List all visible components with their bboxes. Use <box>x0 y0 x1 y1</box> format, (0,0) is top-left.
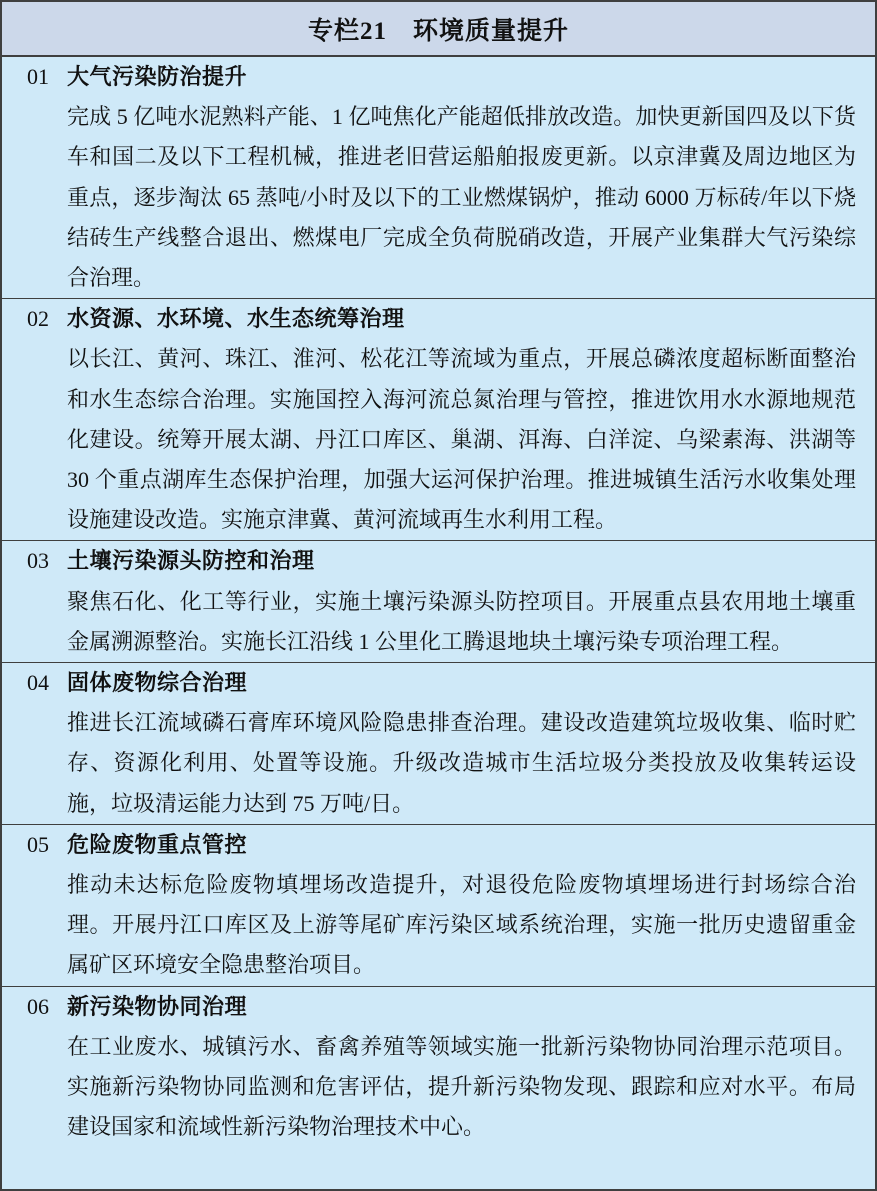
section-body: 完成 5 亿吨水泥熟料产能、1 亿吨焦化产能超低排放改造。加快更新国四及以下货车和国二及以下工程机械，推进老旧营运船舶报废更新。以京津冀及周边地区为重点，逐步淘汰 65 蒸吨/小时及以下的工业燃煤锅炉，推动 6000 万标砖/年以下烧结砖生产线整合退出、燃煤电厂完成全负荷脱硝改造，开展产业集群大气污染综合治理。 <box>67 104 856 291</box>
section-number: 03 <box>27 548 49 574</box>
section-number: 01 <box>27 64 49 89</box>
section-heading <box>2 987 875 1027</box>
section-heading <box>2 663 875 703</box>
section-title: 大气污染防治提升 <box>67 64 248 89</box>
panel-header <box>2 2 875 57</box>
section-number: 06 <box>27 993 49 1019</box>
section-soil <box>2 541 875 663</box>
section-heading <box>2 541 875 581</box>
section-title: 新污染物协同治理 <box>67 993 248 1019</box>
section-body: 推进长江流域磷石膏库环境风险隐患排查治理。建设改造建筑垃圾收集、临时贮存、资源化利用、处置等设施。升级改造城市生活垃圾分类投放及收集转运设施，垃圾清运能力达到 75 万吨/日。 <box>67 710 856 816</box>
section-title: 固体废物综合治理 <box>67 670 248 696</box>
section-number: 05 <box>27 831 49 857</box>
section-new-pollutants <box>2 987 875 1148</box>
panel-title: 专栏21 环境质量提升 <box>307 17 569 45</box>
section-title: 土壤污染源头防控和治理 <box>67 548 315 574</box>
section-number: 04 <box>27 670 49 696</box>
section-heading <box>2 299 875 339</box>
section-air-pollution <box>2 57 875 299</box>
section-title: 危险废物重点管控 <box>67 831 248 857</box>
section-hazardous-waste <box>2 825 875 987</box>
section-water <box>2 299 875 541</box>
section-title: 水资源、水环境、水生态统筹治理 <box>67 306 405 332</box>
section-body: 推动未达标危险废物填埋场改造提升，对退役危险废物填埋场进行封场综合治理。开展丹江口库区及上游等尾矿库污染区域系统治理，实施一批历史遗留重金属矿区环境安全隐患整治项目。 <box>67 872 856 978</box>
section-body: 以长江、黄河、珠江、淮河、松花江等流域为重点，开展总磷浓度超标断面整治和水生态综合治理。实施国控入海河流总氮治理与管控，推进饮用水水源地规范化建设。统筹开展太湖、丹江口库区、巢湖、洱海、白洋淀、乌梁素海、洪湖等 30 个重点湖库生态保护治理，加强大运河保护治理。推进城镇生活污水收集处理设施建设改造。实施京津冀、黄河流域再生水利用工程。 <box>67 346 856 533</box>
section-body: 在工业废水、城镇污水、畜禽养殖等领域实施一批新污染物协同治理示范项目。实施新污染物协同监测和危害评估，提升新污染物发现、跟踪和应对水平。布局建设国家和流域性新污染物治理技术中心。 <box>67 1033 856 1140</box>
section-body: 聚焦石化、化工等行业，实施土壤污染源头防控项目。开展重点县农用地土壤重金属溯源整治。实施长江沿线 1 公里化工腾退地块土壤污染专项治理工程。 <box>67 588 856 654</box>
section-heading <box>2 57 875 97</box>
section-heading <box>2 825 875 865</box>
section-solid-waste <box>2 663 875 825</box>
section-number: 02 <box>27 306 49 332</box>
